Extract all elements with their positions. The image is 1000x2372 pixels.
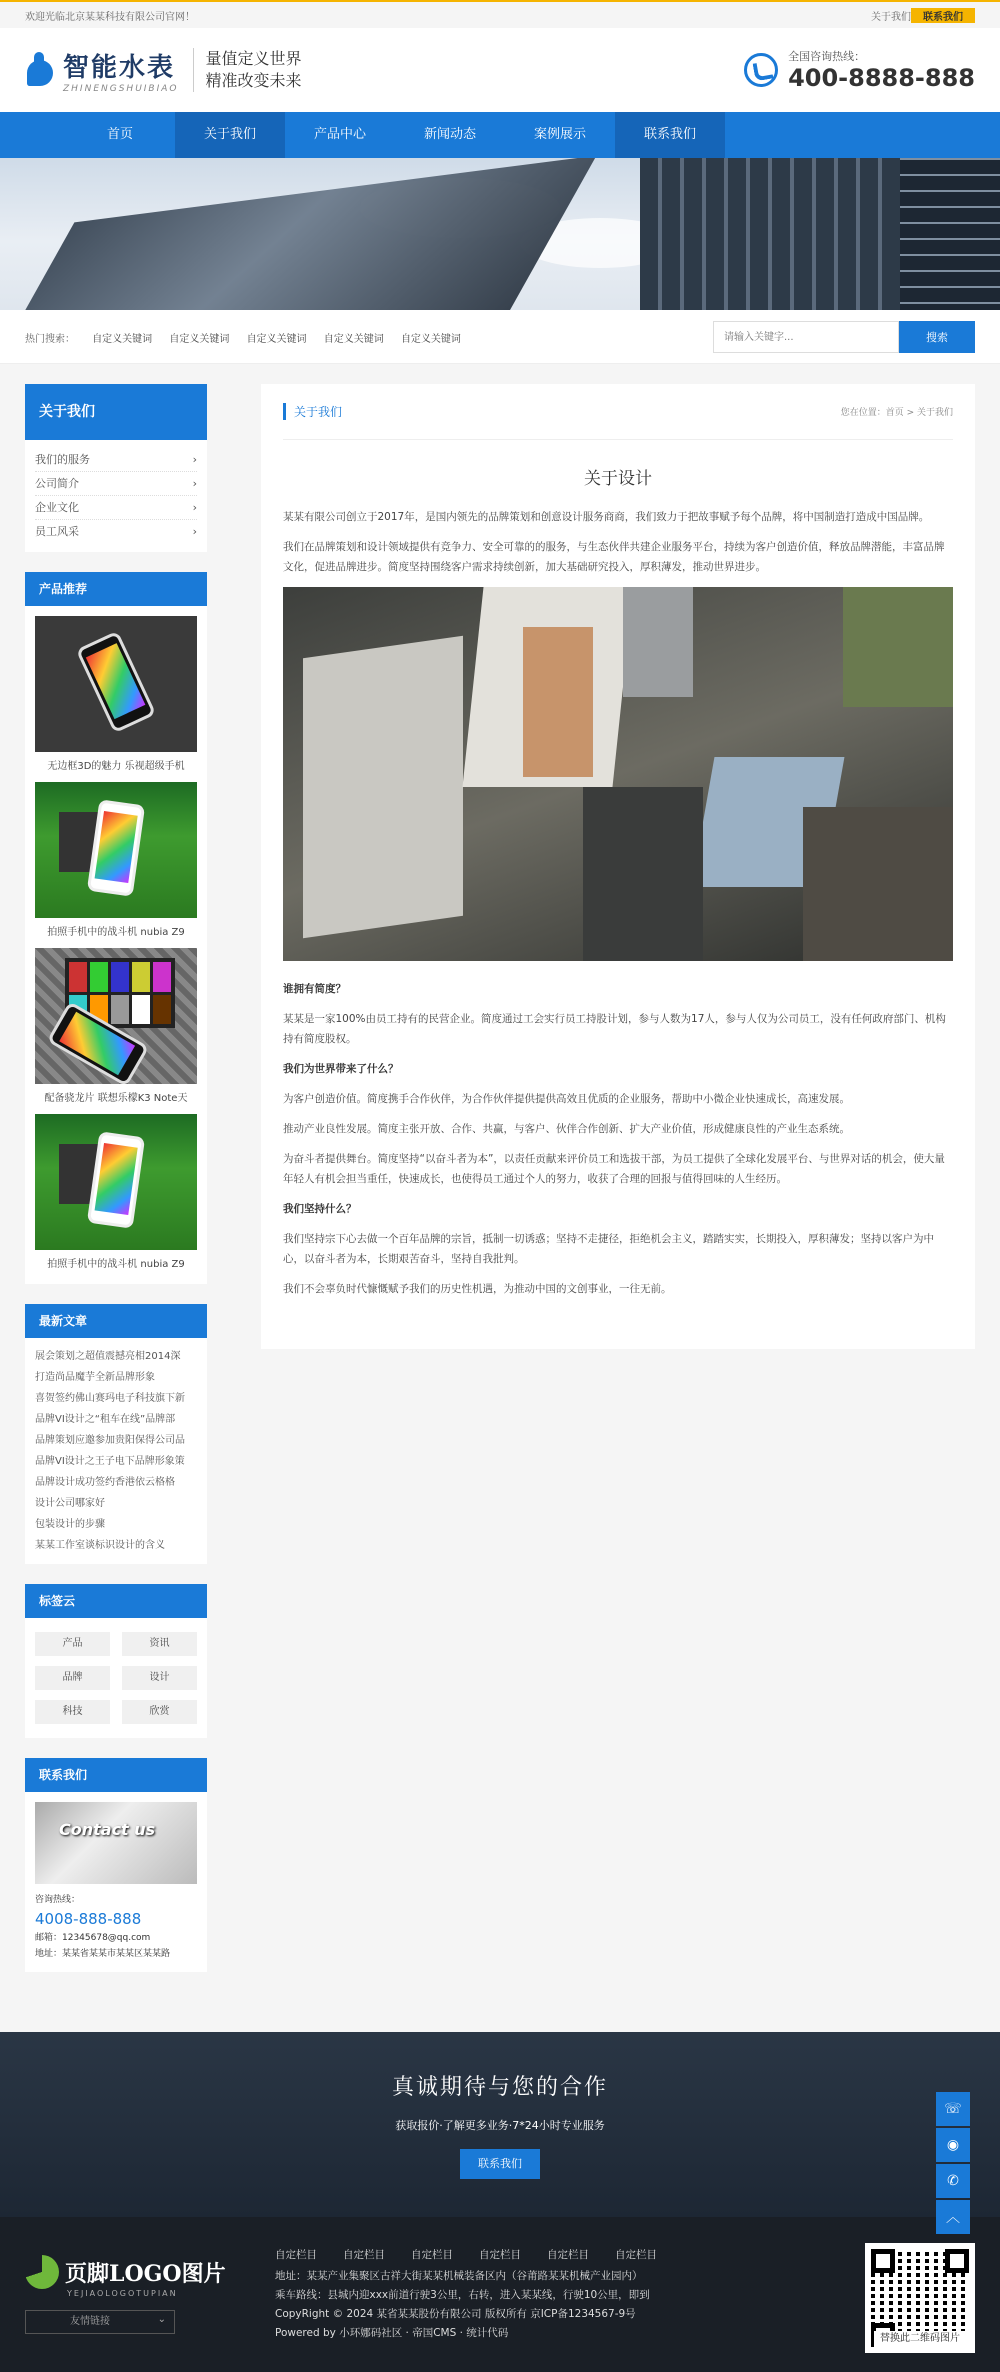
footer-powered[interactable]: Powered by 小环娜码社区 · 帝国CMS · 统计代码: [275, 2327, 509, 2339]
about-menu: [25, 384, 207, 552]
article-paragraph: 推动产业良性发展。简度主张开放、合作、共赢，与客户、伙伴合作创新、扩大产业价值，形成健康良性的产业生态系统。: [283, 1123, 850, 1135]
news-link[interactable]: 展会策划之超值震撼亮相2014深: [35, 1351, 181, 1362]
keyword-link[interactable]: 自定义关键词: [169, 333, 230, 345]
footer-nav-link[interactable]: 自定栏目: [479, 2249, 521, 2261]
cta-subtitle: 获取报价·了解更多业务·7*24小时专业服务: [395, 2119, 605, 2132]
floating-toolbar: [936, 2092, 970, 2236]
contact-address: 地址：某某省某某市某某区某某路: [35, 1949, 171, 1959]
site-footer: [0, 2217, 1000, 2372]
about-menu-title: 关于我们: [25, 384, 207, 440]
footer-nav-link[interactable]: 自定栏目: [343, 2249, 385, 2261]
latest-news: [25, 1304, 207, 1564]
nav-contact[interactable]: 联系我们: [615, 112, 725, 158]
contact-tel: 4008-888-888: [35, 1910, 142, 1928]
phone-icon: [744, 53, 778, 87]
article-paragraph: 为客户创造价值。简度携手合作伙伴，为合作伙伴提供提供高效且优质的企业服务，帮助中小微企业快速成长，高速发展。: [283, 1093, 850, 1105]
keyword-link[interactable]: 自定义关键词: [92, 333, 153, 345]
hotline: [744, 48, 975, 92]
cta-contact-button[interactable]: 联系我们: [460, 2149, 540, 2179]
product-caption[interactable]: 拍照手机中的战斗机 nubia Z9: [47, 927, 185, 938]
breadcrumb[interactable]: 您在位置：首页 > 关于我们: [840, 408, 953, 418]
footer-nav-link[interactable]: 自定栏目: [411, 2249, 453, 2261]
product-image[interactable]: [35, 1114, 197, 1250]
sidebar-item[interactable]: 公司简介 ›: [35, 472, 197, 496]
slogan: [193, 48, 302, 92]
page-title: 关于设计: [584, 469, 652, 489]
product-item[interactable]: [35, 616, 197, 772]
contact-title: 联系我们: [25, 1758, 207, 1792]
search-input[interactable]: [713, 321, 899, 353]
footer-logo-en: YEJIAOLOGOTUPIAN: [67, 2289, 178, 2298]
product-caption[interactable]: 配备骁龙片 联想乐檬K3 Note天: [44, 1093, 188, 1104]
tag-link[interactable]: 品牌: [35, 1666, 110, 1690]
article-paragraph: 某某有限公司创立于2017年，是国内领先的品牌策划和创意设计服务商商，我们致力于把故事赋予每个品牌，将中国制造打造成中国品牌。: [283, 511, 930, 523]
news-title: 最新文章: [25, 1304, 207, 1338]
sidebar-item[interactable]: 企业文化 ›: [35, 496, 197, 520]
logo-en: ZHINENGSHUIBIAO: [63, 83, 179, 94]
keyword-link[interactable]: 自定义关键词: [400, 333, 461, 345]
product-image[interactable]: [35, 948, 197, 1084]
article-paragraph: 我们在品牌策划和设计领域提供有竞争力、安全可靠的的服务，与生态伙伴共建企业服务平台，持续为客户创造价值，释放品牌潜能，丰富品牌文化，促进品牌进步。简度坚持围绕客户需求持续创新，加大基础研究投入，厚积薄发，推动世界进步。: [283, 541, 945, 573]
product-caption[interactable]: 拍照手机中的战斗机 nubia Z9: [47, 1259, 185, 1270]
nav-products[interactable]: 产品中心: [313, 127, 366, 142]
article-paragraph: 我们坚持宗下心去做一个百年品牌的宗旨，抵制一切诱惑；坚持不走捷径，拒绝机会主义，踏踏实实，长期投入，厚积薄发；坚持以客户为中心，以奋斗者为本，长期艰苦奋斗，坚持自我批判。: [283, 1233, 934, 1265]
nav-about[interactable]: 关于我们: [175, 112, 285, 158]
banner-image: [0, 158, 1000, 310]
hot-keywords: [25, 330, 475, 345]
top-about-link[interactable]: 关于我们: [871, 11, 911, 23]
article-paragraph: 为奋斗者提供舞台。简度坚持“以奋斗者为本”，以责任贡献来评价员工和选拔干部，为员工提供了全球化发展平台、与世界对话的机会，使大量年轻人有机会担当重任，快速成长，也使得员工通过个人的努力，收获了合理的回报与值得回味的人生经历。: [283, 1153, 945, 1185]
article-content: [261, 384, 975, 1349]
sidebar-item[interactable]: 员工风采 ›: [35, 520, 197, 544]
qq-icon[interactable]: ◉: [936, 2128, 970, 2162]
slogan-line-2: 精准改变未来: [205, 71, 302, 90]
swirl-logo-icon: [25, 2255, 59, 2289]
top-bar: [0, 0, 1000, 28]
footer-logo[interactable]: [25, 2255, 255, 2289]
tag-link[interactable]: 欣赏: [122, 1700, 197, 1724]
welcome-text: 欢迎光临北京某某科技有限公司官网！: [25, 11, 195, 23]
qr-caption: 替换此二维码图片: [874, 2331, 966, 2347]
section-heading: 我们为世界带来了什么？: [283, 1063, 399, 1075]
chat-icon[interactable]: ☏: [936, 2092, 970, 2126]
news-link[interactable]: 品牌设计成功签约香港依云格格: [35, 1477, 175, 1488]
product-image[interactable]: [35, 782, 197, 918]
cta-banner: [0, 2032, 1000, 2226]
footer-address: 地址：某某产业集聚区古祥大街某某机械装备区内（谷莆路某某机械产业园内）: [275, 2270, 643, 2282]
logo-name: 智能水表: [63, 52, 176, 83]
product-image[interactable]: [35, 616, 197, 752]
footer-logo-text: 页脚LOGO图片: [65, 2260, 226, 2287]
search-button[interactable]: 搜索: [899, 321, 975, 353]
tag-cloud: [25, 1584, 207, 1738]
site-header: [0, 28, 1000, 112]
product-item[interactable]: [35, 948, 197, 1104]
news-link[interactable]: 品牌VI设计之王子电下品牌形象策: [35, 1456, 185, 1467]
product-item[interactable]: [35, 782, 197, 938]
hotline-number: 400-8888-888: [788, 64, 975, 92]
nav-cases[interactable]: 案例展示: [533, 127, 586, 142]
tag-link[interactable]: 设计: [122, 1666, 197, 1690]
chevron-right-icon: ›: [192, 477, 197, 490]
tag-link[interactable]: 科技: [35, 1700, 110, 1724]
sidebar: [25, 384, 207, 1992]
city-aerial-image: [283, 587, 953, 961]
news-link[interactable]: 包装设计的步骤: [35, 1519, 105, 1530]
top-contact-link[interactable]: 联系我们: [911, 8, 975, 23]
tag-link[interactable]: 资讯: [122, 1632, 197, 1656]
thumbs-up-icon: [25, 50, 55, 90]
footer-nav-link[interactable]: 自定栏目: [275, 2249, 317, 2261]
contact-box: [25, 1758, 207, 1972]
phone-float-icon[interactable]: ✆: [936, 2164, 970, 2198]
main-nav: [0, 112, 1000, 158]
site-logo[interactable]: [25, 47, 302, 94]
nav-home[interactable]: 首页: [106, 127, 133, 142]
article-paragraph: 某某是一家100%由员工持有的民营企业。简度通过工会实行员工持股计划，参与人数为17人，参与人仅为公司员工，没有任何政府部门、机构持有简度股权。: [283, 1013, 946, 1045]
search-bar: [0, 310, 1000, 364]
product-recommend: [25, 572, 207, 1284]
hotline-label: 全国咨询热线：: [788, 50, 866, 63]
keyword-link[interactable]: 自定义关键词: [246, 333, 307, 345]
news-link[interactable]: 设计公司哪家好: [35, 1498, 105, 1509]
nav-news[interactable]: 新闻动态: [423, 127, 476, 142]
product-item[interactable]: [35, 1114, 197, 1270]
footer-nav-link[interactable]: 自定栏目: [547, 2249, 589, 2261]
chevron-right-icon: ›: [192, 501, 197, 514]
contact-image: Contact us: [35, 1802, 197, 1884]
back-to-top-icon[interactable]: ︿: [936, 2200, 970, 2234]
section-heading: 我们坚持什么？: [283, 1203, 357, 1215]
slogan-line-1: 量值定义世界: [205, 49, 302, 68]
contact-hotline-label: 咨询热线：: [35, 1895, 81, 1905]
contact-email: 邮箱：12345678@qq.com: [35, 1933, 151, 1943]
news-link[interactable]: 喜贺签约佛山赛玛电子科技旗下新: [35, 1393, 185, 1404]
sidebar-item[interactable]: 我们的服务 ›: [35, 448, 197, 472]
hot-label: 热门搜索：: [25, 333, 75, 345]
tag-link[interactable]: 产品: [35, 1632, 110, 1656]
news-link[interactable]: 品牌VI设计之“租车在线”品牌部: [35, 1414, 176, 1425]
tags-title: 标签云: [25, 1584, 207, 1618]
section-heading: 谁拥有简度？: [283, 983, 346, 995]
friend-links-select[interactable]: 友情链接 ⌄: [25, 2310, 175, 2334]
product-caption[interactable]: 无边框3D的魅力 乐视超级手机: [47, 761, 185, 772]
footer-nav-link[interactable]: 自定栏目: [615, 2249, 657, 2261]
chevron-right-icon: ›: [192, 453, 197, 466]
products-title: 产品推荐: [25, 572, 207, 606]
footer-copyright: CopyRight © 2024 某省某某股份有限公司 版权所有 京ICP备1234567-9号: [275, 2308, 636, 2320]
chevron-right-icon: ›: [192, 525, 197, 538]
qr-code: [865, 2243, 975, 2347]
keyword-link[interactable]: 自定义关键词: [323, 333, 384, 345]
news-link[interactable]: 某某工作室谈标识设计的含义: [35, 1540, 165, 1551]
footer-route: 乘车路线：县城内迎xxx前道行驶3公里，右转，进入某某线，行驶10公里，即到: [275, 2289, 650, 2301]
news-link[interactable]: 品牌策划应邀参加贵阳保得公司品: [35, 1435, 185, 1446]
article-paragraph: 我们不会辜负时代慷慨赋予我们的历史性机遇，为推动中国的文创事业，一往无前。: [283, 1283, 672, 1295]
section-title: 关于我们: [283, 403, 342, 420]
news-link[interactable]: 打造尚品魔芋全新品牌形象: [35, 1372, 155, 1383]
cta-title: 真诚期待与您的合作: [391, 2075, 608, 2100]
